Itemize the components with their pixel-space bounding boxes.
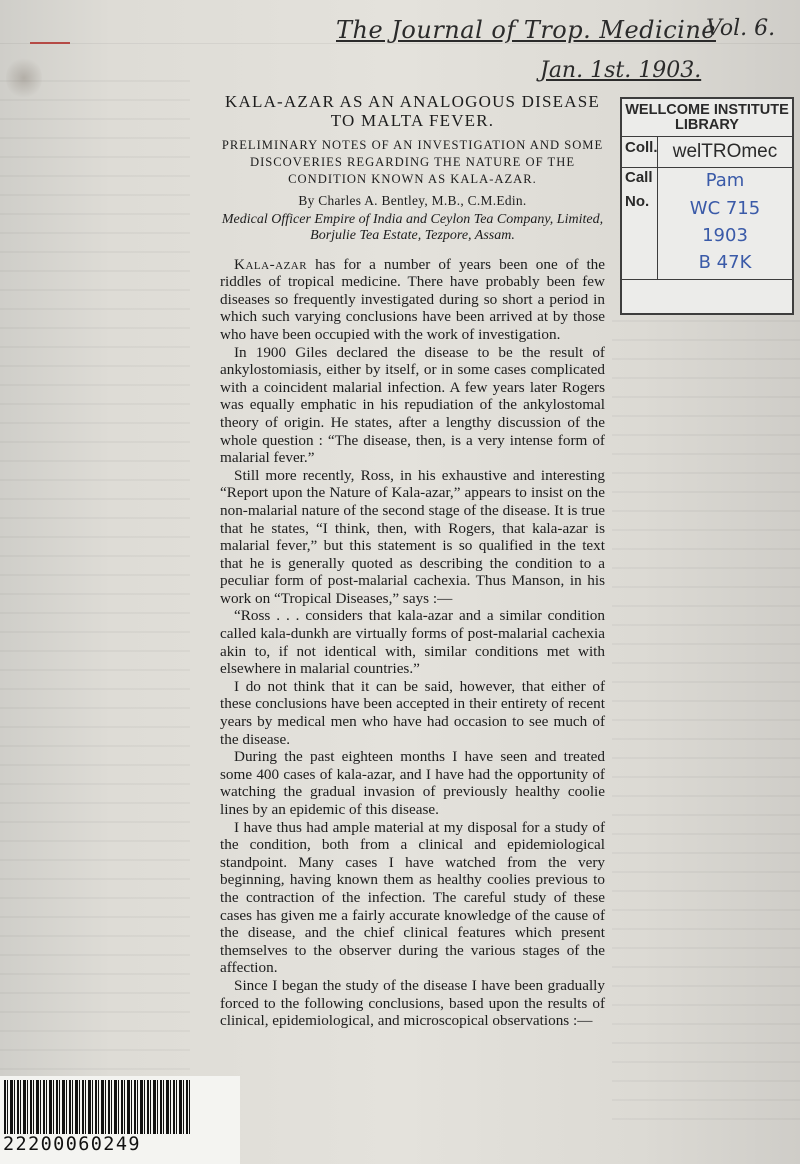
author-affiliation: Medical Officer Empire of India and Ceylon Tea Company, Limited, Borjulie Tea Estate, Tezpore, Assam. <box>221 211 604 244</box>
stamp-call-line-1: Pam <box>705 170 745 191</box>
paragraph-4-quote: “Ross . . . considers that kala-azar and a similar condition called kala-dunkh are virtually forms of post-malarial cachexia akin to, if not identical with, similar conditions met with elsewhere in malarial countries.” <box>220 607 605 678</box>
bleed-through-left <box>0 80 190 1080</box>
handwritten-date: Jan. 1st. 1903. <box>540 58 702 83</box>
stamp-coll-value: welTROmec <box>672 141 778 162</box>
library-stamp <box>620 97 794 315</box>
barcode-bars <box>4 1080 190 1134</box>
stamp-call-label-text: Call <box>625 169 653 186</box>
bleed-through-right <box>612 320 800 1120</box>
article-title: KALA-AZAR AS AN ANALOGOUS DISEASE TO MALTA FEVER. <box>225 92 600 130</box>
paragraph-1-lead: Kala-azar <box>234 255 308 273</box>
article-column <box>220 88 605 1030</box>
paragraph-5: I do not think that it can be said, however, that either of these conclusions have been accepted in their entirety of recent years by medical men who have had occasion to see much of the disease. <box>220 677 605 748</box>
article-byline: By Charles A. Bentley, M.B., C.M.Edin. <box>298 193 527 208</box>
barcode-label <box>0 1076 240 1164</box>
paper-stain <box>6 56 42 100</box>
article-subtitle: PRELIMINARY NOTES OF AN INVESTIGATION AND SOME DISCOVERIES REGARDING THE NATURE OF THE CONDITION KNOWN AS KALA-AZAR. <box>221 138 604 186</box>
handwritten-journal-title: The Journal of Trop. Medicine <box>336 16 716 44</box>
stamp-header: WELLCOME INSTITUTE LIBRARY <box>622 99 792 137</box>
stamp-call-line-3: 1903 <box>702 225 748 246</box>
stamp-coll-label: Coll. <box>622 137 658 167</box>
stamp-row-call <box>622 167 792 280</box>
handwritten-volume: Vol. 6. <box>706 16 776 41</box>
stamp-no-label-text: No. <box>625 193 650 210</box>
paragraph-1-text: has for a number of years been one of the riddles of tropical medicine. There have probably been few diseases so frequently investigated during so short a period in which such varying conclusions have been arrived at by those who have been occupied with the work of investigation. <box>220 255 605 343</box>
paragraph-8: Since I began the study of the disease I have been gradually forced to the following conclusions, based upon the results of clinical, epidemiological, and microscopical observations :— <box>220 976 605 1030</box>
stamp-call-label <box>622 167 658 279</box>
stamp-call-line-4: B 47K <box>698 252 752 273</box>
paragraph-3: Still more recently, Ross, in his exhaustive and interesting “Report upon the Nature of Kala-azar,” appears to insist on the non-malarial nature of the second stage of the disease. It is true that he states, “I think, then, with Rogers, that kala-azar is malarial fever,” but this statement is so qualified in the text that he is generally quoted as describing the condition to a peculiar form of post-malarial cachexia. Thus Manson, in his work on “Tropical Diseases,” says :— <box>220 466 605 607</box>
red-pencil-mark <box>30 42 70 44</box>
paragraph-6: During the past eighteen months I have seen and treated some 400 cases of kala-azar, and I have had the opportunity of watching the gradual invasion of previously healthy coolie lines by an epidemic of this disease. <box>220 748 605 818</box>
paragraph-1 <box>220 256 605 344</box>
paragraph-7: I have thus had ample material at my disposal for a study of the condition, both from a clinical and epidemiological standpoint. Many cases I have watched from the very beginning, having known them as healthy coolies previous to the contraction of the infection. The careful study of these cases has given me a fairly accurate knowledge of the cause of the disease, and the chief clinical features which present themselves to the observer during the various stages of the affection. <box>220 818 605 977</box>
barcode-number: 22200060249 <box>3 1134 141 1155</box>
paragraph-2: In 1900 Giles declared the disease to be the result of ankylostomiasis, either by itself, or in some cases complicated with a coincident malarial infection. A few years later Rogers was equally emphatic in his repudiation of the ankylostomal theory of origin. He states, after a lengthy discussion of the whole question : “The disease, then, is a very intense form of malarial fever.” <box>220 343 605 467</box>
stamp-call-line-2: WC 715 <box>689 198 761 219</box>
stamp-row-coll <box>622 137 792 168</box>
